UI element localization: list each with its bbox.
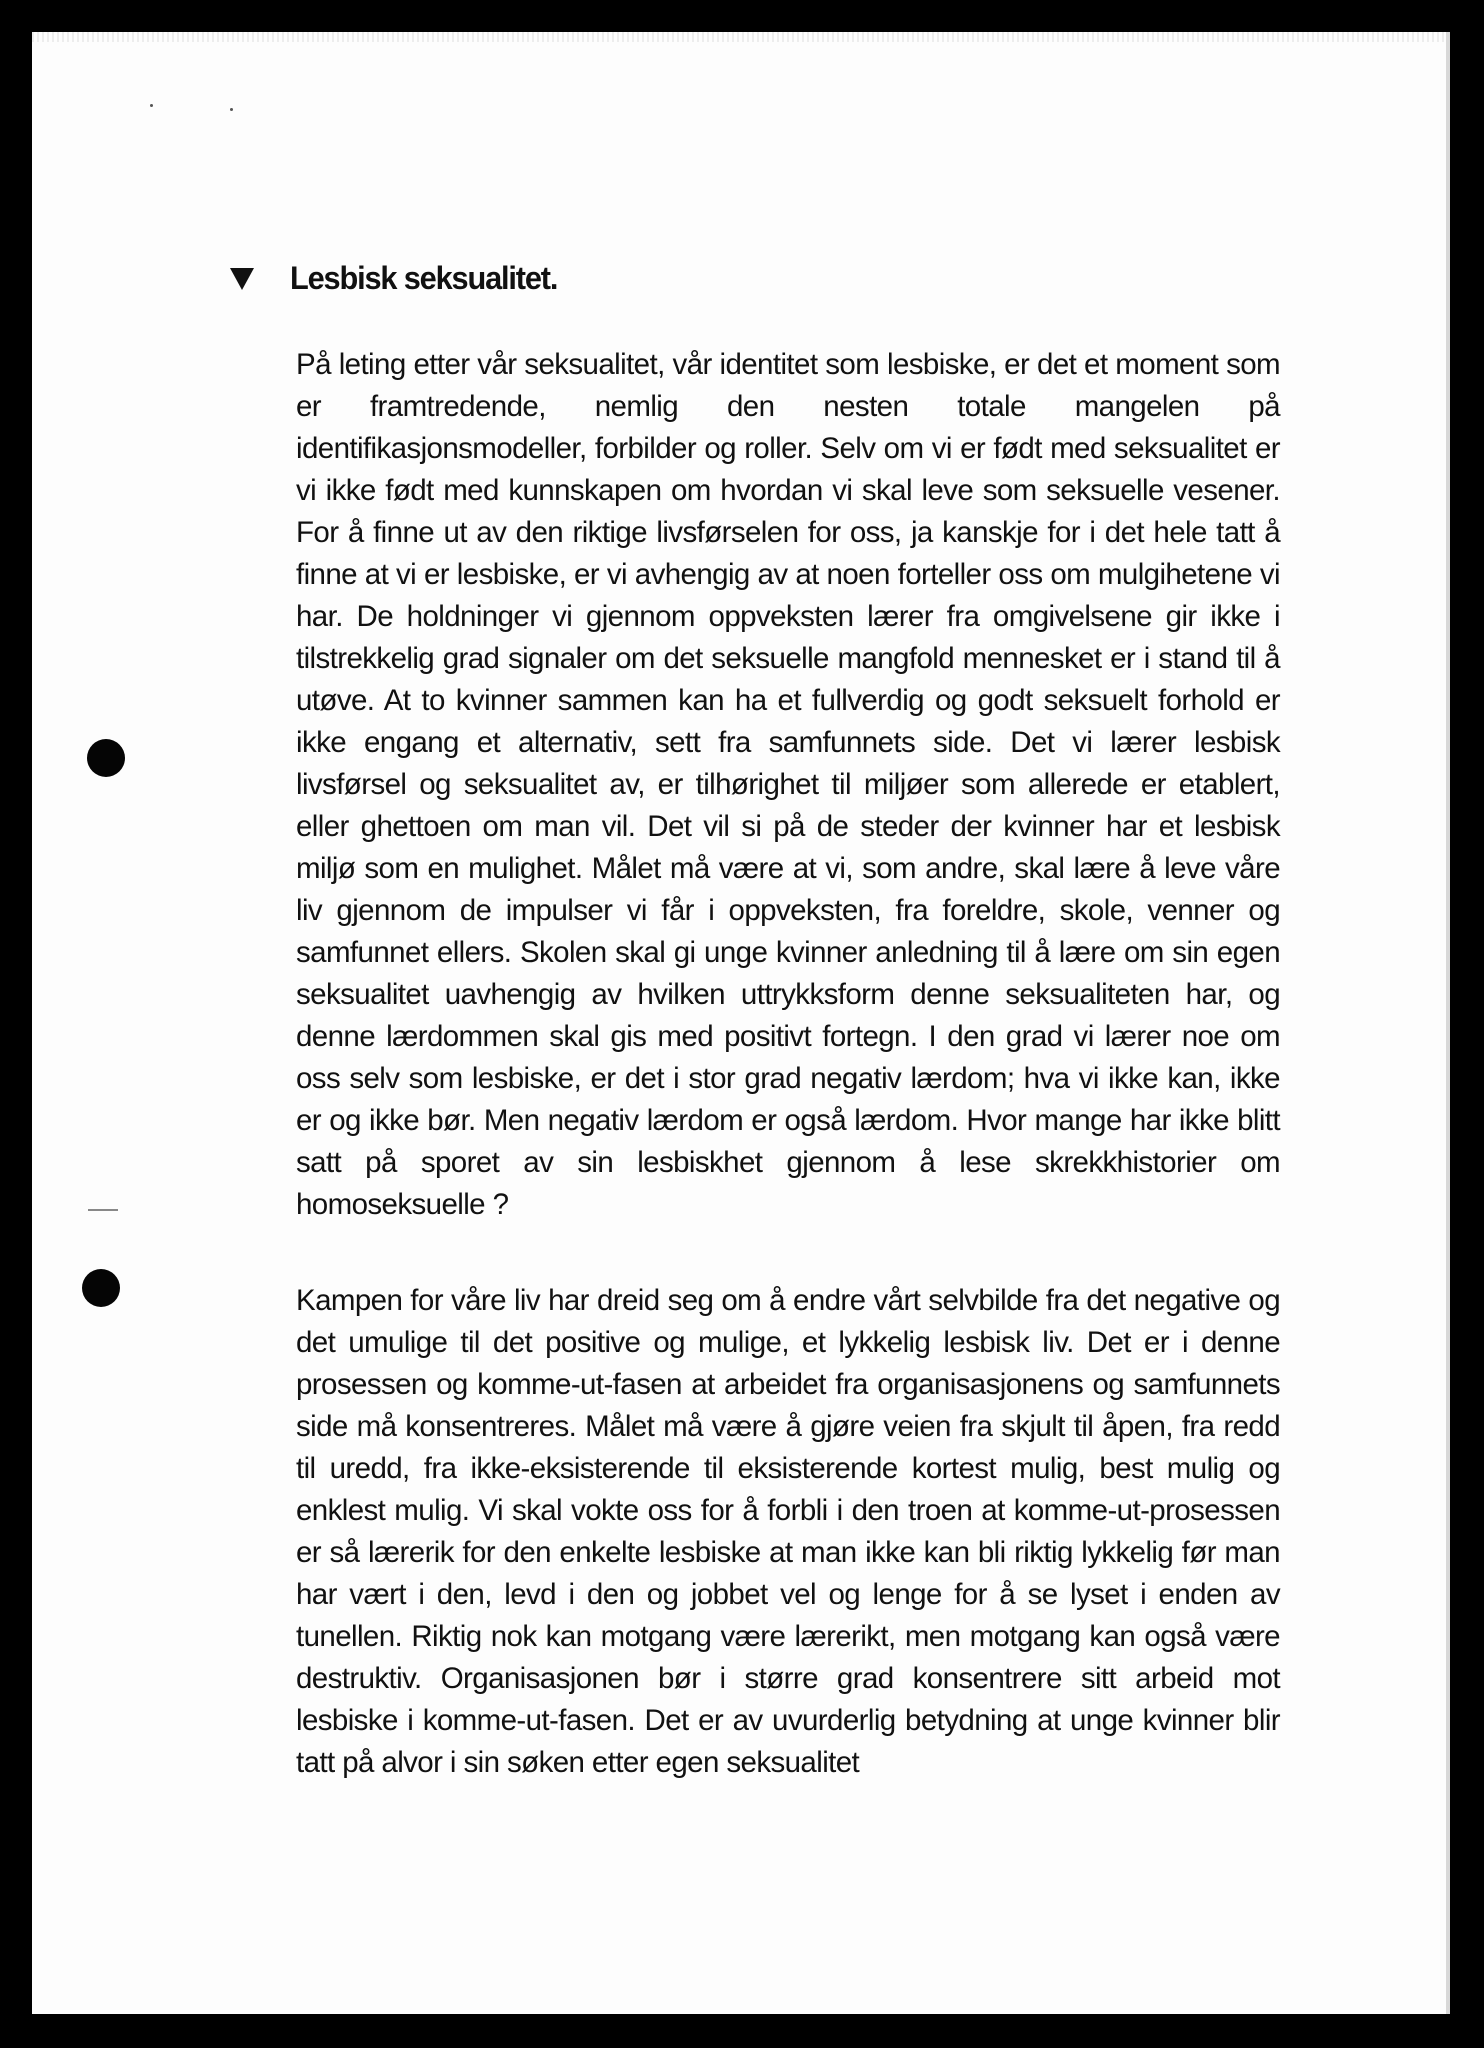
scan-edge-top — [32, 32, 1450, 42]
scan-mark — [88, 1209, 118, 1211]
punch-hole — [87, 739, 125, 777]
body-paragraph-1: På leting etter vår seksualitet, vår identitet som lesbiske, er det et moment som er framtredende, nemlig den nesten totale mangelen på identifikasjonsmodeller, forbilder og roller. Selv om vi er født med seksualitet er vi ikke født med kunnskapen om hvordan vi skal leve som seksuelle vesener. For å finne ut av den riktige livsførselen for oss, ja kanskje for i det hele tatt å finne at vi er lesbiske, er vi avhengig av at noen forteller oss om mulgihetene vi har. De holdninger vi gjennom oppveksten lærer fra omgivelsene gir ikke i tilstrekkelig grad signaler om det seksuelle mangfold mennesket er i stand til å utøve. At to kvinner sammen kan ha et fullverdig og godt seksuelt forhold er ikke engang et alternativ, sett fra samfunnets side. Det vi lærer lesbisk livsførsel og seksualitet av, er tilhørighet til miljøer som allerede er etablert, eller ghettoen om man vil. Det vil si på de steder der kvinner har et lesbisk miljø som en mulighet. Målet må være at vi, som andre, skal lære å leve våre liv gjennom de impulser vi får i oppveksten, fra foreldre, skole, venner og samfunnet ellers. Skolen skal gi unge kvinner anledning til å lære om sin egen seksualitet uavhengig av hvilken uttrykksform denne seksualiteten har, og denne lærdommen skal gis med positivt fortegn. I den grad vi lærer noe om oss selv som lesbiske, er det i stor grad negativ lærdom; hva vi ikke kan, ikke er og ikke bør. Men negativ lærdom er også lærdom. Hvor mange har ikke blitt satt på sporet av sin lesbiskhet gjennom å lese skrekkhistorier om homoseksuelle ? — [296, 348, 1280, 1221]
scan-speck — [230, 108, 233, 111]
scan-edge-right — [1446, 32, 1450, 2014]
body-paragraph-2: Kampen for våre liv har dreid seg om å endre vårt selvbilde fra det negative og det umulige til det positive og mulige, et lykkelig lesbisk liv. Det er i denne prosessen og komme-ut-fasen at arbeidet fra organisasjonens og samfunnets side må konsentreres. Målet må være å gjøre veien fra skjult til åpen, fra redd til uredd, fra ikke-eksisterende til eksisterende kortest mulig, best mulig og enklest mulig. Vi skal vokte oss for å forbli i den troen at komme-ut-prosessen er så lærerik for den enkelte lesbiske at man ikke kan bli riktig lykkelig før man har vært i den, levd i den og jobbet vel og lenge for å se lyset i enden av tunellen. Riktig nok kan motgang være lærerikt, men motgang kan også være destruktiv. Organisasjonen bør i større grad konsentrere sitt arbeid mot lesbiske i komme-ut-fasen. Det er av uvurderlig betydning at unge kvinner blir tatt på alvor i sin søken etter egen seksualitet — [296, 1284, 1280, 1779]
section-heading-row — [230, 260, 568, 297]
section-heading: Lesbisk seksualitet. — [290, 260, 558, 296]
document-page — [32, 32, 1450, 2014]
punch-hole — [82, 1269, 120, 1307]
down-triangle-icon — [230, 268, 254, 290]
scan-speck — [150, 104, 153, 107]
